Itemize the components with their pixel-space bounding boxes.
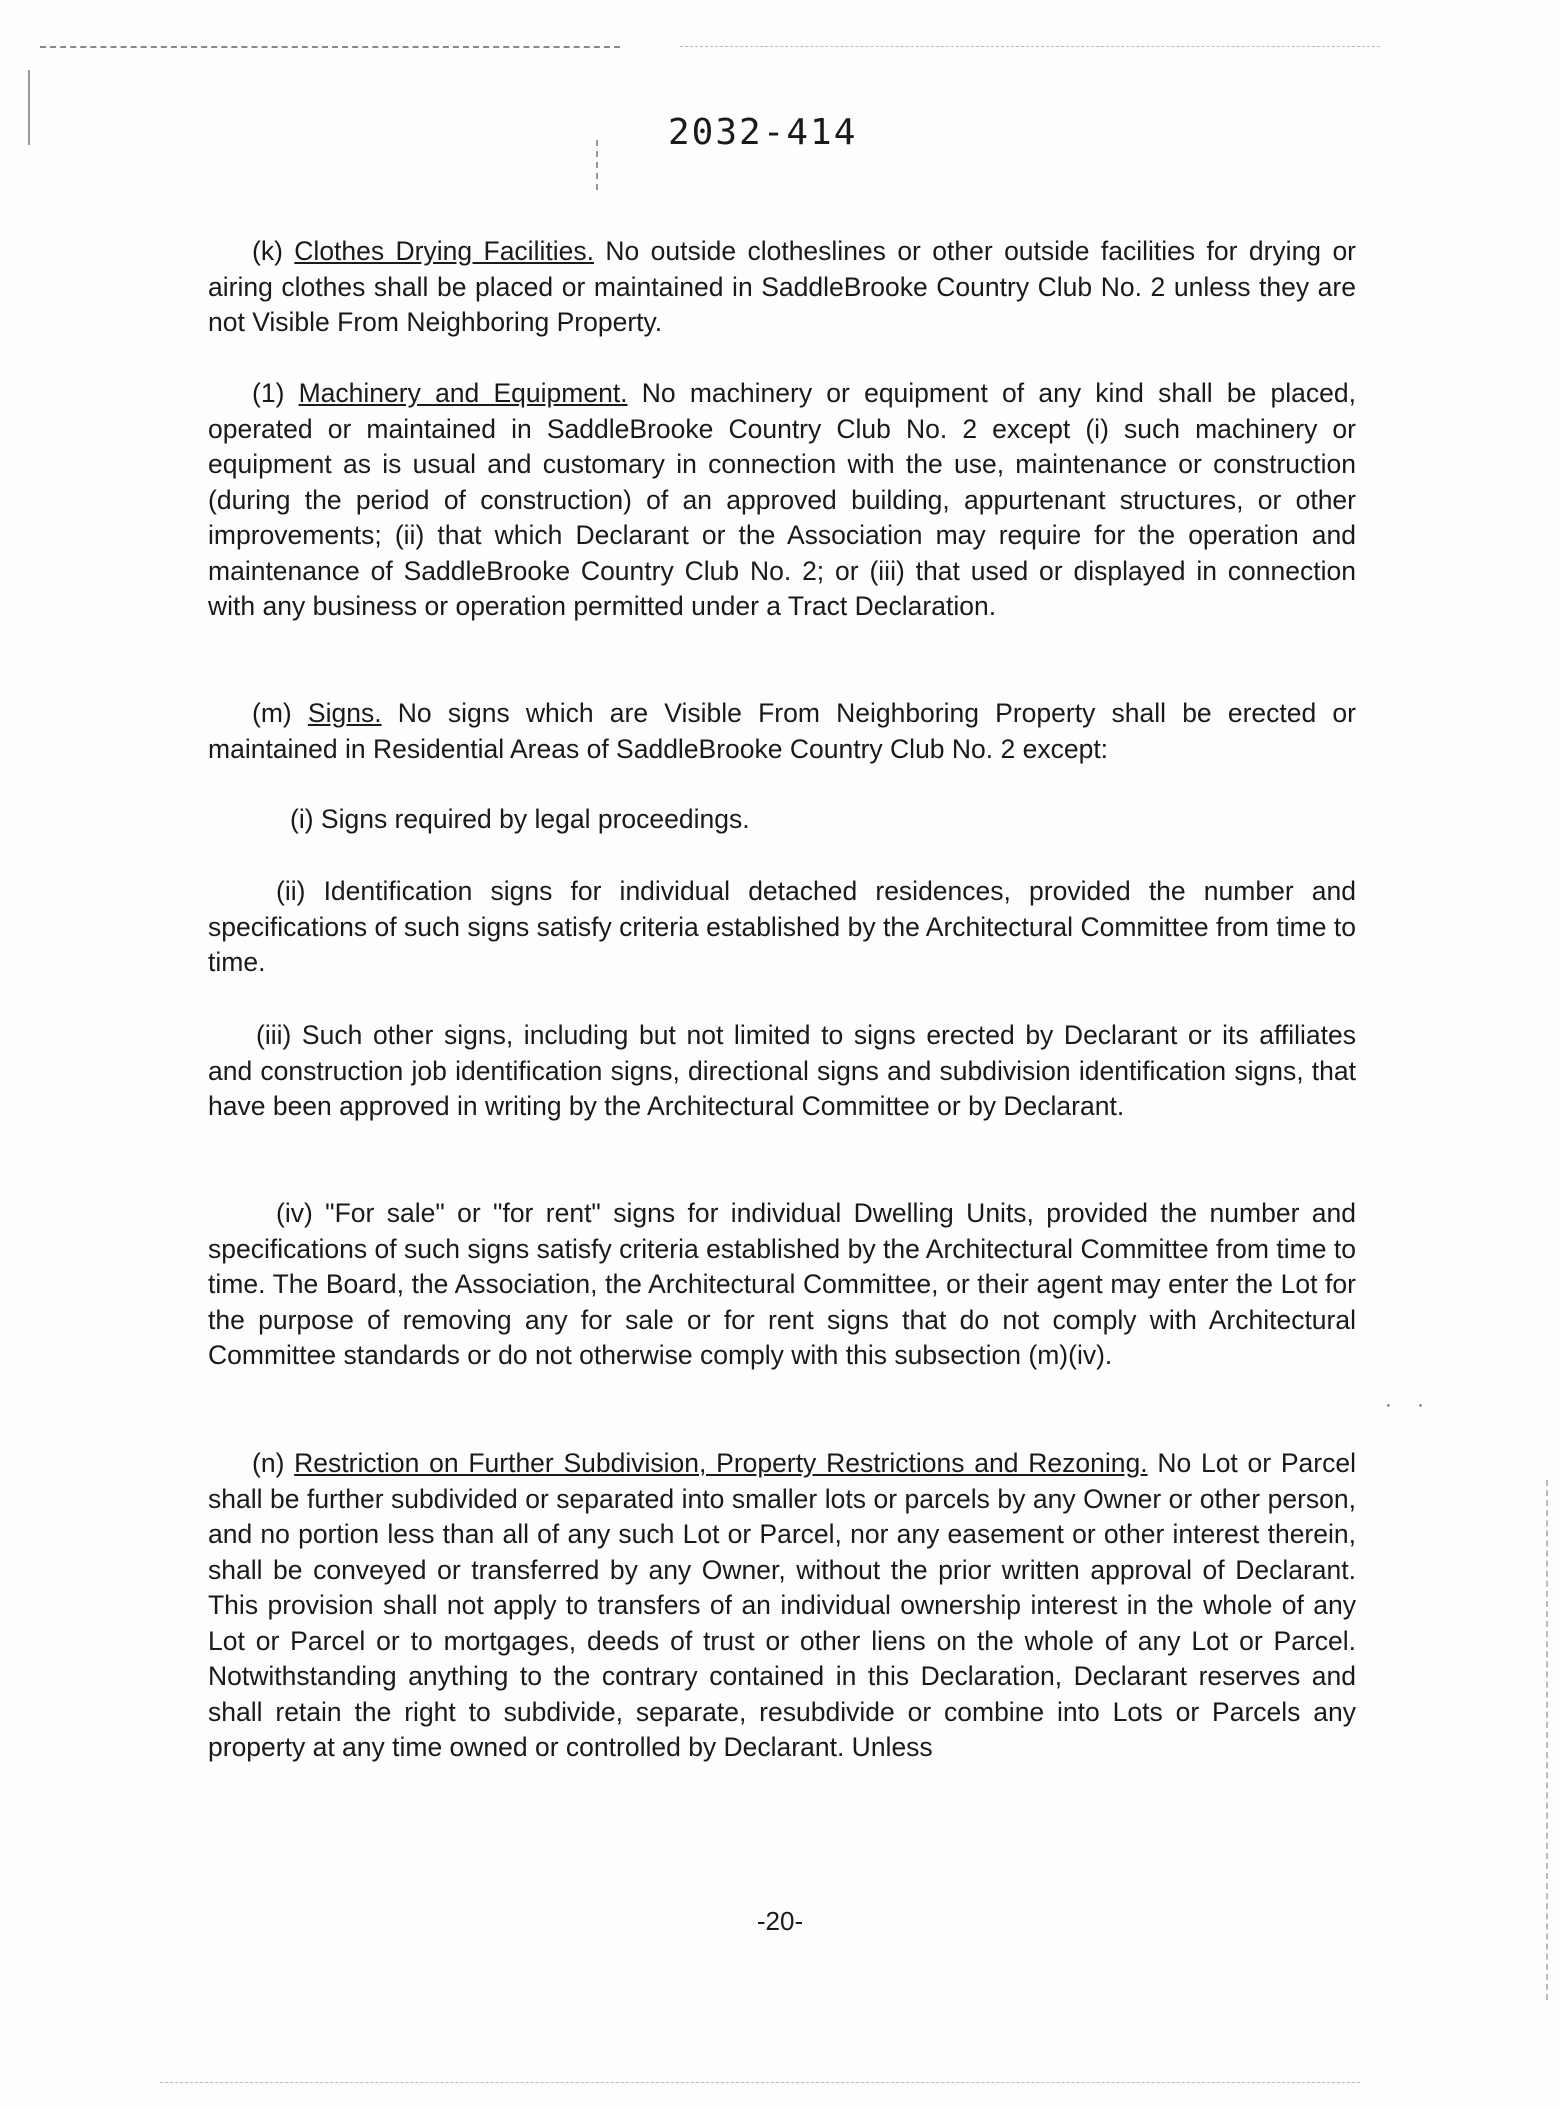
scan-artifact-mid [596, 140, 598, 190]
section-m-heading: Signs. [307, 698, 382, 728]
section-m [208, 696, 1356, 767]
section-l-body: No machinery or equipment of any kind shall be placed, operated or maintained in SaddleBrooke Country Club No. 2 except (i) such machinery or equipment as is usual and customary in connection with the use, maintenance or construction (during the period of construction) of an approved building, appurtenant structures, or other improvements; (ii) that which Declarant or the Association may require for the operation and maintenance of SaddleBrooke Country Club No. 2; or (iii) that used or displayed in connection with any business or operation permitted under a Tract Declaration. [208, 378, 1356, 621]
section-m-iv: (iv) "For sale" or "for rent" signs for individual Dwelling Units, provided the number and specifications of such signs satisfy criteria established by the Architectural Committee from time to time. The Board, the Association, the Architectural Committee, or their agent may enter the Lot for the purpose of removing any for sale or for rent signs that do not comply with Architectural Committee standards or do not otherwise comply with this subsection (m)(iv). [208, 1198, 1356, 1370]
section-m-body: No signs which are Visible From Neighboring Property shall be erected or maintained in Residential Areas of SaddleBrooke Country Club No. 2 except: [208, 698, 1356, 764]
scan-artifact-dots: · · [1385, 1394, 1434, 1416]
page-number: -20- [756, 1906, 804, 1936]
section-l-heading: Machinery and Equipment. [298, 378, 628, 408]
section-m-marker: (m) [252, 698, 308, 728]
document-number: 2032-414 [668, 112, 858, 153]
section-n-heading: Restriction on Further Subdivision, Property Restrictions and Rezoning. [294, 1448, 1148, 1478]
section-m-iii: (iii) Such other signs, including but not limited to signs erected by Declarant or its affiliates and construction job identification signs, directional signs and subdivision identification signs, that have been approved in writing by the Architectural Committee or by Declarant. [208, 1020, 1356, 1121]
section-l [208, 376, 1356, 625]
section-m-i: (i) Signs required by legal proceedings. [290, 804, 750, 834]
section-k-heading: Clothes Drying Facilities. [294, 236, 594, 266]
section-k-body: No outside clotheslines or other outside facilities for drying or airing clothes shall be placed or maintained in SaddleBrooke Country Club No. 2 unless they are not Visible From Neighboring Property. [208, 236, 1357, 337]
section-k [208, 234, 1356, 341]
scan-artifact-top [40, 46, 620, 48]
section-n-marker: (n) [252, 1448, 295, 1478]
scan-artifact-bottom [160, 2082, 1360, 2083]
section-n-body: No Lot or Parcel shall be further subdivided or separated into smaller lots or parcels by any Owner or other person, and no portion less than all of any such Lot or Parcel, nor any easement or other interest therein, shall be conveyed or transferred by any Owner, without the prior written approval of Declarant. This provision shall not apply to transfers of an individual ownership interest in the whole of any Lot or Parcel or to mortgages, deeds of trust or other liens on the whole of any Lot or Parcel. Notwithstanding anything to the contrary contained in this Declaration, Declarant reserves and shall retain the right to subdivide, separate, resubdivide or combine into Lots or Parcels any property at any time owned or controlled by Declarant. Unless [208, 1448, 1356, 1762]
section-k-marker: (k) [252, 236, 295, 266]
section-l-marker: (1) [252, 378, 299, 408]
scan-artifact-left [28, 70, 30, 145]
section-n [208, 1446, 1356, 1766]
section-m-ii: (ii) Identification signs for individual detached residences, provided the number and specifications of such signs satisfy criteria established by the Architectural Committee from time to time. [208, 876, 1356, 977]
scan-artifact-top-right [680, 46, 1380, 47]
